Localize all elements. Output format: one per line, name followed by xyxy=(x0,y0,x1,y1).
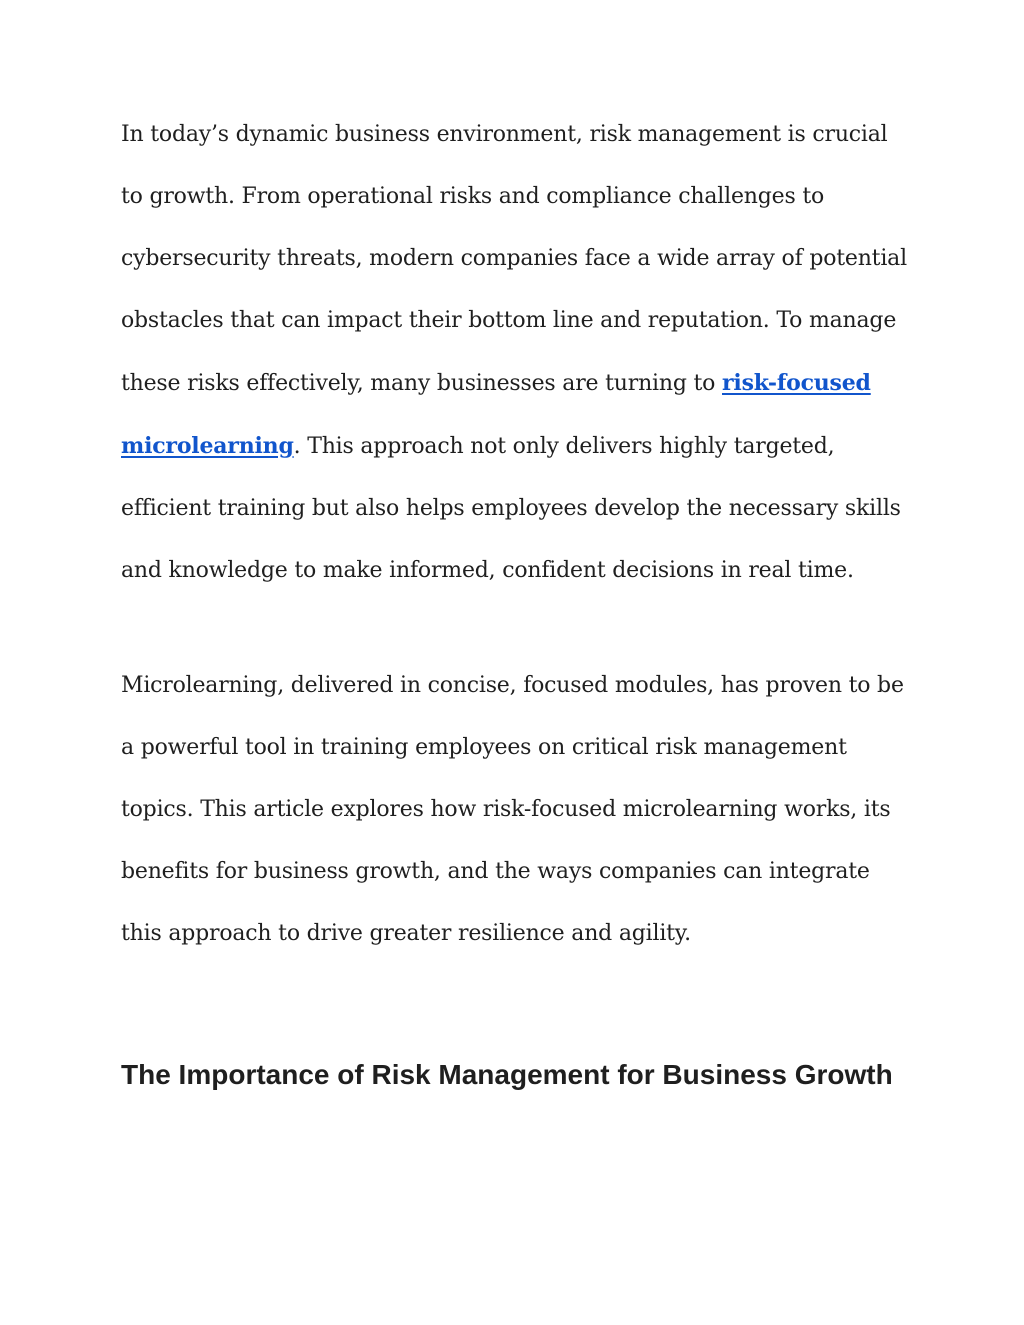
microlearning-paragraph: Microlearning, delivered in concise, focused modules, has proven to be a powerful tool in training employees on critical risk management topics. This article explores how risk-focused microlearning works, its benefits for business growth, and the ways companies can integrate this approach to drive greater resilience and agility. xyxy=(121,673,904,946)
intro-text-after-link: . This approach not only delivers highly targeted, efficient training but also helps employees develop the necessary skills and knowledge to make informed, confident decisions in real time. xyxy=(121,434,901,583)
intro-paragraph xyxy=(121,104,911,602)
risk-focused-microlearning-link[interactable]: risk-focused microlearning xyxy=(121,370,871,459)
section-heading: The Importance of Risk Management for Business Growth xyxy=(121,1059,893,1090)
intro-text-before-link: In today’s dynamic business environment, risk management is crucial to growth. From operational risks and compliance challenges to cybersecurity threats, modern companies face a wide array of potential obstacles that can impact their bottom line and reputation. To manage these risks effectively, many businesses are turning to xyxy=(121,122,907,396)
